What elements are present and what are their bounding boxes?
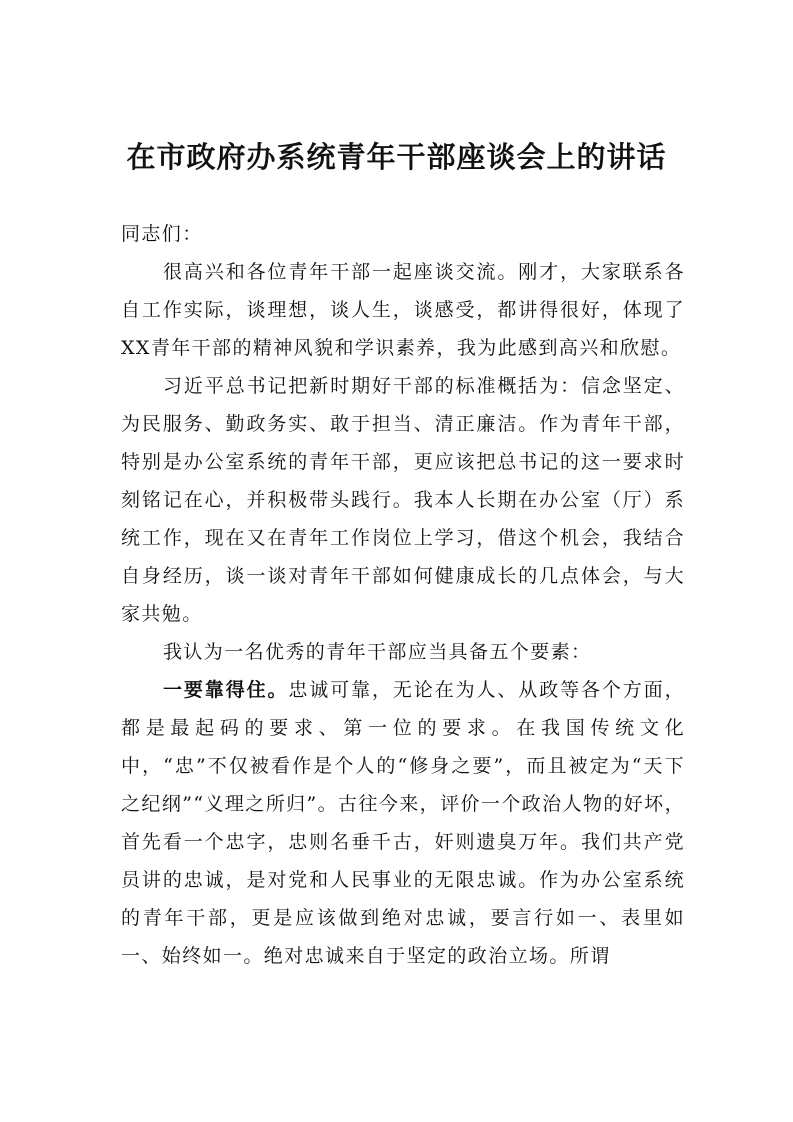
paragraph-opening: 很高兴和各位青年干部一起座谈交流。刚才，大家联系各自工作实际，谈理想，谈人生，谈感受，都讲得很好，体现了XX青年干部的精神风貌和学识素养，我为此感到高兴和欣慰。: [121, 261, 685, 359]
paragraph-five-elements: 我认为一名优秀的青年干部应当具备五个要素：: [163, 641, 592, 663]
paragraph-point-one: [121, 671, 685, 975]
point-one-text: 忠诚可靠，无论在为人、从政等各个方面，都是最起码的要求、第一位的要求。在我国传统文化中，“忠”不仅被看作是个人的“修身之要”，而且被定为“天下之纪纲”“义理之所归”。古往今来，评价一个政治人物的好坏，首先看一个忠字，忠则名垂千古，奸则遗臭万年。我们共产党员讲的忠诚，是对党和人民事业的无限忠诚。作为办公室系统的青年干部，更是应该做到绝对忠诚，要言行如一、表里如一、始终如一。绝对忠诚来自于坚定的政治立场。所谓: [121, 679, 685, 967]
salutation: 同志们：: [121, 223, 203, 245]
document-body: [121, 215, 685, 975]
paragraph-standards: 习近平总书记把新时期好干部的标准概括为：信念坚定、为民服务、勤政务实、敢于担当、清正廉洁。作为青年干部，特别是办公室系统的青年干部，更应该把总书记的这一要求时刻铭记在心，并积极带头践行。我本人长期在办公室（厅）系统工作，现在又在青年工作岗位上学习，借这个机会，我结合自身经历，谈一谈对青年干部如何健康成长的几点体会，与大家共勉。: [121, 375, 685, 625]
point-one-lead: 一要靠得住。: [163, 679, 289, 701]
page-title: 在市政府办系统青年干部座谈会上的讲话: [126, 140, 667, 174]
